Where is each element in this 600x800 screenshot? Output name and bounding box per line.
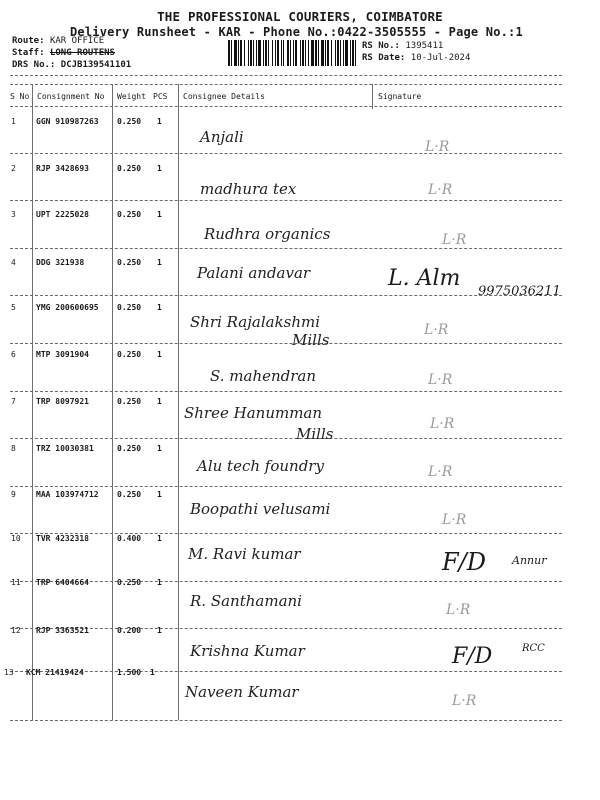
rs-date-line bbox=[362, 53, 470, 63]
row-weight: 1.500 bbox=[117, 668, 142, 677]
header-sno: S No bbox=[10, 92, 30, 101]
row-consignment: RJP 3363521 bbox=[36, 626, 89, 635]
row-signature: L·R bbox=[442, 512, 467, 528]
row-divider bbox=[10, 200, 562, 201]
row-signature: L·R bbox=[452, 693, 477, 709]
row-divider bbox=[10, 628, 562, 629]
row-signature: F/D bbox=[452, 644, 493, 669]
divider bbox=[10, 106, 562, 107]
row-pcs: 1 bbox=[157, 164, 162, 173]
barcode-bar bbox=[331, 40, 332, 66]
barcode-bar bbox=[258, 40, 261, 66]
row-consignment: YMG 200600695 bbox=[36, 303, 99, 312]
barcode-bar bbox=[293, 40, 294, 66]
row-consignment: MTP 3091904 bbox=[36, 350, 89, 359]
barcode-bar bbox=[283, 40, 284, 66]
row-weight: 0.200 bbox=[117, 626, 142, 635]
row-consignee-line2: Mills bbox=[296, 425, 334, 443]
row-signature: L·R bbox=[430, 416, 455, 432]
row-consignment: TRZ 10030381 bbox=[36, 444, 94, 453]
row-divider bbox=[10, 533, 562, 534]
row-consignee: Shree Hanumman bbox=[184, 404, 323, 422]
barcode-bar bbox=[248, 40, 249, 66]
barcode-bar bbox=[302, 40, 304, 66]
row-signature: L·R bbox=[425, 139, 450, 155]
staff-line bbox=[12, 48, 115, 58]
row-weight: 0.400 bbox=[117, 534, 142, 543]
row-pcs: 1 bbox=[157, 210, 162, 219]
barcode-bar bbox=[343, 40, 344, 66]
row-consignee: madhura tex bbox=[200, 180, 297, 198]
row-consignment: KCM 21419424 bbox=[26, 668, 84, 677]
barcode-bar bbox=[250, 40, 252, 66]
row-divider bbox=[10, 486, 562, 487]
divider bbox=[10, 84, 562, 85]
barcode-bar bbox=[352, 40, 354, 66]
row-sno: 12 bbox=[11, 626, 21, 635]
row-signature: L·R bbox=[424, 322, 449, 338]
drs-label: DRS No.: bbox=[12, 60, 56, 70]
row-pcs: 1 bbox=[157, 303, 162, 312]
divider bbox=[10, 75, 562, 76]
row-consignee: Alu tech foundry bbox=[197, 457, 324, 475]
row-divider bbox=[10, 391, 562, 392]
header-weight: Weight bbox=[117, 92, 146, 101]
row-pcs: 1 bbox=[157, 444, 162, 453]
barcode-bar bbox=[311, 40, 314, 66]
row-consignee-line2: Mills bbox=[292, 331, 330, 349]
barcode-bar bbox=[277, 40, 279, 66]
row-divider bbox=[10, 343, 562, 344]
row-consignment: UPT 2225028 bbox=[36, 210, 89, 219]
barcode-bar bbox=[305, 40, 306, 66]
row-consignment: MAA 103974712 bbox=[36, 490, 99, 499]
barcode-bar bbox=[234, 40, 237, 66]
barcode-bar bbox=[238, 40, 239, 66]
barcode-bar bbox=[263, 40, 264, 66]
row-sno: 9 bbox=[11, 490, 16, 499]
row-sno: 3 bbox=[11, 210, 16, 219]
row-pcs: 1 bbox=[157, 534, 162, 543]
drs-value: DCJB139541101 bbox=[60, 60, 132, 70]
row-signature: L·R bbox=[428, 182, 453, 198]
column-divider bbox=[372, 84, 373, 109]
row-consignment: TRP 8097921 bbox=[36, 397, 89, 406]
row-consignee: M. Ravi kumar bbox=[188, 545, 301, 563]
row-weight: 0.250 bbox=[117, 444, 142, 453]
route-line bbox=[12, 36, 104, 46]
row-consignee: R. Santhamani bbox=[190, 592, 302, 610]
staff-label: Staff: bbox=[12, 48, 45, 58]
runsheet-title: THE PROFESSIONAL COURIERS, COIMBATORE bbox=[157, 9, 443, 24]
runsheet-subtitle: Delivery Runsheet - KAR - Phone No.:0422-3505555 - Page No.:1 bbox=[70, 25, 523, 39]
row-weight: 0.250 bbox=[117, 210, 142, 219]
column-divider bbox=[32, 84, 33, 720]
barcode-bar bbox=[240, 40, 242, 66]
row-consignee: S. mahendran bbox=[210, 367, 317, 385]
barcode-bar bbox=[275, 40, 276, 66]
row-signature-note: 9975036211 bbox=[478, 284, 561, 299]
row-consignment: GGN 910987263 bbox=[36, 117, 99, 126]
barcode-bar bbox=[253, 40, 254, 66]
barcode-bar bbox=[340, 40, 341, 66]
rs-no-label: RS No.: bbox=[362, 41, 400, 51]
row-weight: 0.250 bbox=[117, 258, 142, 267]
row-sno: 2 bbox=[11, 164, 16, 173]
barcode-bar bbox=[355, 40, 356, 66]
row-weight: 0.250 bbox=[117, 303, 142, 312]
barcode-bar bbox=[290, 40, 291, 66]
row-signature: L·R bbox=[442, 232, 467, 248]
barcode-bar bbox=[268, 40, 269, 66]
rs-no-line bbox=[362, 41, 443, 51]
row-divider bbox=[10, 581, 562, 582]
row-pcs: 1 bbox=[157, 490, 162, 499]
row-consignee: Rudhra organics bbox=[204, 225, 331, 243]
row-consignee: Krishna Kumar bbox=[190, 642, 305, 660]
barcode-bar bbox=[265, 40, 267, 66]
rs-date-label: RS Date: bbox=[362, 53, 406, 63]
barcode-bar bbox=[300, 40, 301, 66]
row-weight: 0.250 bbox=[117, 578, 142, 587]
row-signature-note: RCC bbox=[522, 643, 545, 654]
row-signature: L. Alm bbox=[388, 266, 461, 291]
row-pcs: 1 bbox=[157, 626, 162, 635]
barcode-bar bbox=[281, 40, 282, 66]
row-divider bbox=[10, 438, 562, 439]
row-weight: 0.250 bbox=[117, 350, 142, 359]
row-divider bbox=[10, 153, 562, 154]
row-sno: 10 bbox=[11, 534, 21, 543]
column-divider bbox=[178, 84, 179, 720]
rs-date-value: 10-Jul-2024 bbox=[410, 53, 471, 63]
barcode-bar bbox=[345, 40, 348, 66]
row-pcs: 1 bbox=[157, 117, 162, 126]
barcode-bar bbox=[308, 40, 309, 66]
row-pcs: 1 bbox=[157, 350, 162, 359]
row-signature: L·R bbox=[428, 372, 453, 388]
row-consignment: RJP 3428693 bbox=[36, 164, 89, 173]
row-pcs: 1 bbox=[150, 668, 155, 677]
row-consignment: TRP 6404664 bbox=[36, 578, 89, 587]
barcode-bar bbox=[337, 40, 339, 66]
route-value: KAR OFFICE bbox=[49, 36, 105, 46]
row-divider bbox=[10, 720, 562, 721]
row-weight: 0.250 bbox=[117, 397, 142, 406]
row-weight: 0.250 bbox=[117, 117, 142, 126]
row-pcs: 1 bbox=[157, 578, 162, 587]
rs-no-value: 1395411 bbox=[405, 41, 444, 51]
row-consignee: Naveen Kumar bbox=[185, 683, 299, 701]
staff-value: LONG ROUTENS bbox=[49, 48, 115, 58]
barcode-bar bbox=[321, 40, 324, 66]
row-sno: 8 bbox=[11, 444, 16, 453]
barcode-bar bbox=[244, 40, 245, 66]
header-signature: Signature bbox=[378, 92, 422, 101]
column-divider bbox=[112, 84, 113, 720]
barcode-bar bbox=[327, 40, 329, 66]
row-divider bbox=[10, 248, 562, 249]
drs-line bbox=[12, 60, 131, 70]
header-consignment: Consignment No bbox=[37, 92, 105, 101]
route-label: Route: bbox=[12, 36, 45, 46]
row-signature: L·R bbox=[428, 464, 453, 480]
barcode-bar bbox=[272, 40, 273, 66]
row-sno: 1 bbox=[11, 117, 16, 126]
barcode-bar bbox=[335, 40, 336, 66]
row-consignee: Shri Rajalakshmi bbox=[190, 313, 321, 331]
row-signature: L·R bbox=[446, 602, 471, 618]
header-pcs: PCS bbox=[153, 92, 168, 101]
barcode-bar bbox=[287, 40, 289, 66]
header-consignee: Consignee Details bbox=[183, 92, 265, 101]
barcode-bar bbox=[325, 40, 326, 66]
row-weight: 0.250 bbox=[117, 164, 142, 173]
row-sno: 6 bbox=[11, 350, 16, 359]
barcode-bar bbox=[231, 40, 232, 66]
barcode-bar bbox=[318, 40, 319, 66]
row-pcs: 1 bbox=[157, 397, 162, 406]
row-weight: 0.250 bbox=[117, 490, 142, 499]
row-signature: F/D bbox=[442, 548, 486, 576]
row-sno: 7 bbox=[11, 397, 16, 406]
row-consignee: Palani andavar bbox=[197, 264, 311, 282]
row-sno: 13 bbox=[4, 668, 14, 677]
row-consignment: DDG 321938 bbox=[36, 258, 85, 267]
row-signature-note: Annur bbox=[512, 554, 547, 567]
barcode-bar bbox=[256, 40, 257, 66]
row-consignment: TVR 4232318 bbox=[36, 534, 89, 543]
row-sno: 4 bbox=[11, 258, 16, 267]
row-consignee: Anjali bbox=[200, 128, 244, 146]
barcode-bar bbox=[295, 40, 297, 66]
row-consignee: Boopathi velusami bbox=[190, 500, 331, 518]
barcode-bar bbox=[315, 40, 317, 66]
row-pcs: 1 bbox=[157, 258, 162, 267]
row-sno: 11 bbox=[11, 578, 21, 587]
barcode-bar bbox=[228, 40, 230, 66]
barcode bbox=[228, 40, 356, 66]
row-sno: 5 bbox=[11, 303, 16, 312]
row-divider bbox=[10, 671, 562, 672]
barcode-bar bbox=[350, 40, 351, 66]
